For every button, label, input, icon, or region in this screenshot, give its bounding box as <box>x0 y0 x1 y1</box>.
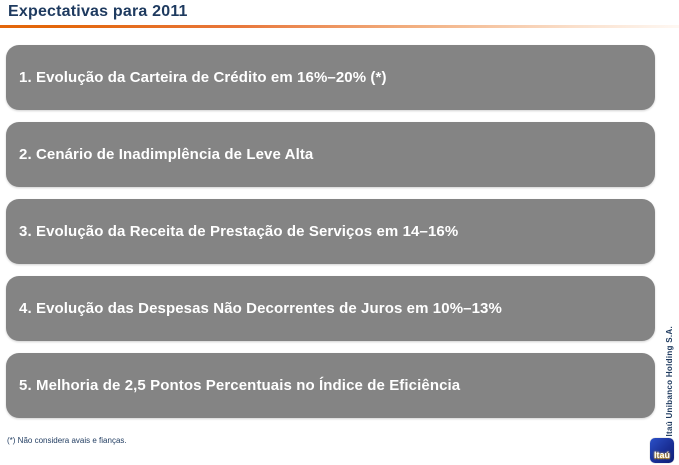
expectation-item-label: 3. Evolução da Receita de Prestação de Serviços em 14–16% <box>19 223 459 240</box>
expectation-item-label: 1. Evolução da Carteira de Crédito em 16%–20% (*) <box>19 69 387 86</box>
expectation-list <box>6 45 655 418</box>
expectation-item-label: 5. Melhoria de 2,5 Pontos Percentuais no Índice de Eficiência <box>19 377 461 394</box>
expectation-item-1 <box>6 45 655 110</box>
expectation-item-4 <box>6 276 655 341</box>
itau-logo-wordmark: Itaú <box>653 450 670 460</box>
expectation-item-label: 4. Evolução das Despesas Não Decorrentes de Juros em 10%–13% <box>19 300 502 317</box>
footnote: (*) Não considera avais e fianças. <box>7 436 127 445</box>
itau-logo <box>650 438 674 463</box>
expectation-item-2 <box>6 122 655 187</box>
title-underline-rule <box>0 25 679 28</box>
expectation-item-label: 2. Cenário de Inadimplência de Leve Alta <box>19 146 314 163</box>
company-name-vertical: Itaú Unibanco Holding S.A. <box>665 325 674 436</box>
expectation-item-5 <box>6 353 655 418</box>
page-title: Expectativas para 2011 <box>8 3 188 20</box>
expectation-item-3 <box>6 199 655 264</box>
